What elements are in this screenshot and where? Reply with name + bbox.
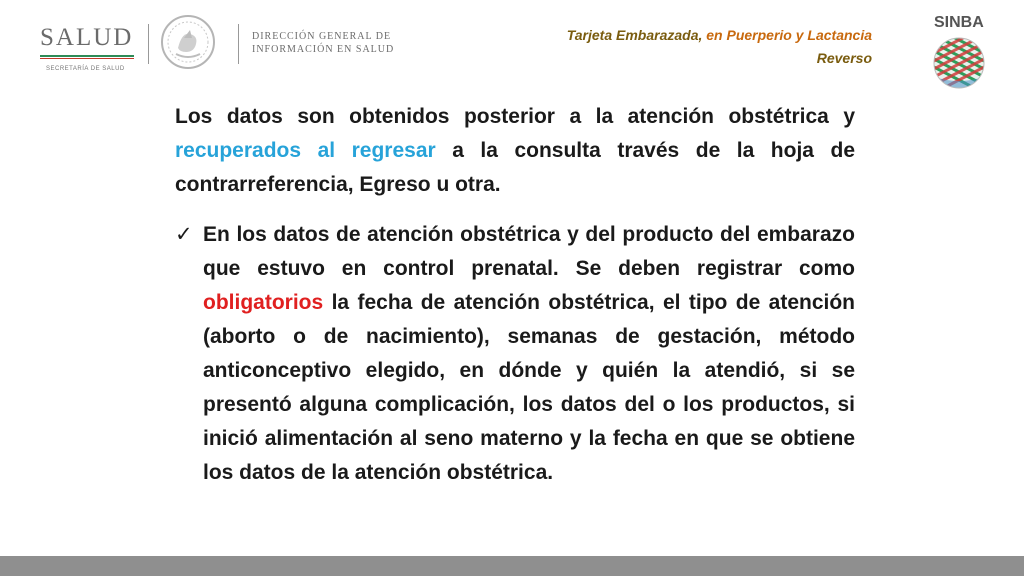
bullet-text-before: En los datos de atención obstétrica y del producto del embarazo que estuvo en control prenatal. Se deben registrar como [203, 223, 855, 280]
slide-body [175, 100, 855, 490]
bullet-item [175, 218, 855, 490]
document-title [567, 24, 872, 70]
salud-logo-red-line [40, 58, 134, 59]
document-title-line-2: Reverso [816, 50, 872, 66]
header-divider [238, 24, 239, 64]
salud-logo-subtitle: SECRETARÍA DE SALUD [46, 66, 125, 72]
mexico-seal-icon [160, 14, 216, 70]
bullet-text-after: la fecha de atención obstétrica, el tipo de atención (aborto o de nacimiento), semanas de gestación, método anticonceptivo elegido, en dónde y quién la atendió, si se presentó alguna complicación, los datos del o los productos, si inició alimentación al seno materno y la fecha en que se obtiene los datos de la atención obstétrica. [203, 291, 855, 484]
dgis-line-2: INFORMACIÓN EN SALUD [252, 44, 395, 55]
sinba-label: SINBA [934, 14, 984, 31]
bullet-highlight: obligatorios [203, 291, 324, 314]
bullet-paragraph [203, 218, 855, 490]
intro-text-before: Los datos son obtenidos posterior a la atención obstétrica y [175, 105, 855, 128]
footer-bar [0, 556, 1024, 576]
dgis-line-1: DIRECCIÓN GENERAL DE [252, 31, 392, 42]
salud-logo [40, 22, 140, 72]
document-title-line-1 [567, 24, 872, 47]
title-highlight: en Puerperio y Lactancia [706, 27, 872, 43]
sinba-globe-icon [932, 36, 986, 90]
dgis-label [252, 30, 394, 56]
intro-text-after: a la consulta través de la hoja de contrarreferencia, Egreso u otra. [175, 139, 856, 196]
title-separator: , [698, 27, 707, 43]
salud-logo-green-line [40, 55, 134, 57]
slide-header [0, 0, 1024, 100]
title-prefix: Tarjeta Embarazada [566, 27, 699, 43]
intro-highlight: recuperados al regresar [175, 139, 436, 162]
header-divider [148, 24, 149, 64]
intro-paragraph [175, 100, 855, 202]
check-mark-icon: ✓ [175, 223, 193, 246]
salud-logo-text: SALUD [40, 24, 134, 51]
